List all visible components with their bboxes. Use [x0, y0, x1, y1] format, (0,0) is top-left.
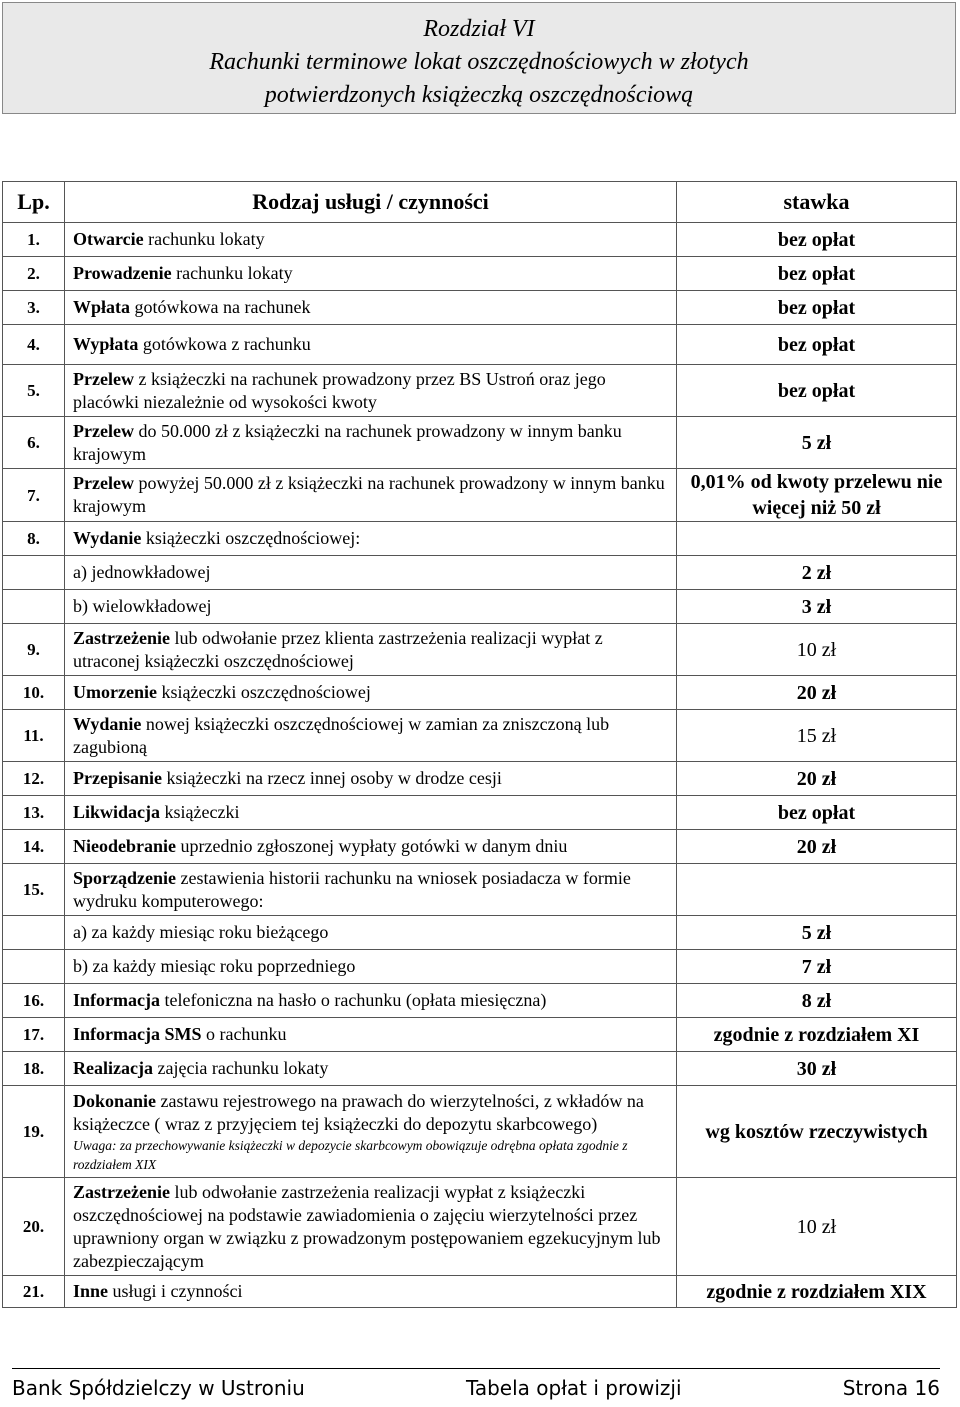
fee-rate: 20 zł	[677, 676, 957, 710]
service-text: lub odwołanie zastrzeżenia realizacji wypłat z książeczki oszczędnościowej na podstawie zawiadomienia o zajęciu wierzytelności przez uprawniony organ w związku z prowadzonym postępowaniem egzekucyjnym lub zabezpieczającym	[73, 1181, 661, 1271]
service-keyword: Sporządzenie	[73, 867, 176, 888]
service-text: książeczki na rzecz innej osoby w drodze cesji	[161, 768, 502, 788]
table-row	[3, 864, 957, 916]
row-number: 6.	[3, 417, 65, 469]
fee-rate: 30 zł	[677, 1052, 957, 1086]
row-number: 2.	[3, 257, 65, 291]
service-description	[65, 365, 677, 417]
service-text: lub odwołanie przez klienta zastrzeżenia realizacji wypłat z utraconej książeczki oszczędnościowej	[73, 627, 603, 671]
page-footer	[12, 1376, 940, 1400]
footer-page-number: Strona 16	[842, 1376, 940, 1400]
table-row	[3, 590, 957, 624]
fee-rate: 7 zł	[677, 950, 957, 984]
fee-rate: 20 zł	[677, 762, 957, 796]
table-row	[3, 1276, 957, 1308]
table-row	[3, 417, 957, 469]
service-text: rachunku lokaty	[171, 263, 293, 283]
fee-rate: 10 zł	[677, 624, 957, 676]
service-description	[65, 762, 677, 796]
service-text: zestawienia historii rachunku na wniosek posiadacza w formie wydruku komputerowego:	[73, 867, 631, 911]
fee-table-container	[2, 181, 956, 1308]
row-number: 7.	[3, 469, 65, 522]
table-row	[3, 522, 957, 556]
row-number: 10.	[3, 676, 65, 710]
fee-rate: bez opłat	[677, 796, 957, 830]
service-description	[65, 1052, 677, 1086]
fee-rate: 8 zł	[677, 984, 957, 1018]
service-description	[65, 1018, 677, 1052]
row-number: 15.	[3, 864, 65, 916]
service-keyword: Zastrzeżenie	[73, 627, 170, 648]
fee-rate: 5 zł	[677, 916, 957, 950]
chapter-title-line-2: potwierdzonych książeczką oszczędnościową	[264, 82, 694, 108]
fee-rate: zgodnie z rozdziałem XI	[677, 1018, 957, 1052]
row-number	[3, 556, 65, 590]
table-row	[3, 1018, 957, 1052]
service-keyword: Informacja	[73, 990, 160, 1010]
header-service: Rodzaj usługi / czynności	[65, 182, 677, 223]
fee-rate: bez opłat	[677, 223, 957, 257]
table-row	[3, 796, 957, 830]
fee-rate	[677, 864, 957, 916]
table-row	[3, 916, 957, 950]
service-description	[65, 676, 677, 710]
service-keyword: Wydanie	[73, 528, 142, 548]
service-keyword: Przelew	[73, 368, 134, 389]
row-number	[3, 590, 65, 624]
service-keyword: Likwidacja	[73, 802, 161, 822]
row-number: 21.	[3, 1276, 65, 1308]
row-number: 16.	[3, 984, 65, 1018]
table-row	[3, 365, 957, 417]
service-keyword: Wpłata	[73, 297, 131, 317]
service-keyword: Przepisanie	[73, 768, 162, 788]
fee-rate	[677, 522, 957, 556]
footer-bank-name: Bank Spółdzielczy w Ustroniu	[12, 1376, 305, 1400]
fee-rate: bez opłat	[677, 257, 957, 291]
row-number: 20.	[3, 1178, 65, 1276]
service-keyword: Zastrzeżenie	[73, 1181, 170, 1202]
fee-rate: wg kosztów rzeczywistych	[677, 1086, 957, 1178]
service-text: zajęcia rachunku lokaty	[152, 1058, 329, 1078]
table-row	[3, 1178, 957, 1276]
service-text: gotówkowa na rachunek	[130, 297, 311, 317]
row-number: 12.	[3, 762, 65, 796]
service-text: telefoniczna na hasło o rachunku (opłata miesięczna)	[159, 990, 547, 1010]
row-number	[3, 916, 65, 950]
service-keyword: Nieodebranie	[73, 836, 176, 856]
service-keyword: Wypłata	[73, 334, 139, 354]
service-text: do 50.000 zł z książeczki na rachunek prowadzony w innym banku krajowym	[73, 420, 622, 464]
service-description	[65, 796, 677, 830]
fee-rate: bez opłat	[677, 365, 957, 417]
chapter-heading	[2, 2, 956, 114]
service-description	[65, 417, 677, 469]
service-keyword: Przelew	[73, 473, 134, 493]
row-number: 11.	[3, 710, 65, 762]
service-description	[65, 223, 677, 257]
table-row	[3, 830, 957, 864]
table-row	[3, 257, 957, 291]
fee-rate: 10 zł	[677, 1178, 957, 1276]
service-description	[65, 984, 677, 1018]
service-description	[65, 624, 677, 676]
fee-rate: 15 zł	[677, 710, 957, 762]
fee-rate: 20 zł	[677, 830, 957, 864]
table-row	[3, 624, 957, 676]
fee-table	[2, 181, 957, 1308]
table-row	[3, 950, 957, 984]
row-number: 13.	[3, 796, 65, 830]
service-description	[65, 1086, 677, 1178]
chapter-number: Rozdział VI	[423, 16, 535, 42]
service-keyword: Dokonanie	[73, 1090, 157, 1111]
service-description	[65, 469, 677, 522]
service-description	[65, 1276, 677, 1308]
service-text: gotówkowa z rachunku	[138, 334, 311, 354]
table-row	[3, 1086, 957, 1178]
service-description	[65, 522, 677, 556]
table-row	[3, 325, 957, 365]
service-text: b) wielowkładowej	[73, 596, 212, 616]
service-keyword: Prowadzenie	[73, 263, 172, 283]
service-text: powyżej 50.000 zł z książeczki na rachunek prowadzony w innym banku krajowym	[73, 473, 665, 516]
service-text: usługi i czynności	[108, 1281, 243, 1301]
table-row	[3, 1052, 957, 1086]
service-text: b) za każdy miesiąc roku poprzedniego	[73, 956, 356, 976]
service-text: z książeczki na rachunek prowadzony przez BS Ustroń oraz jego placówki niezależnie od wysokości kwoty	[73, 368, 606, 412]
row-number: 19.	[3, 1086, 65, 1178]
header-rate: stawka	[677, 182, 957, 223]
service-keyword: Inne	[73, 1281, 109, 1301]
service-keyword: Informacja SMS	[73, 1024, 202, 1044]
service-description	[65, 710, 677, 762]
service-description	[65, 257, 677, 291]
table-row	[3, 223, 957, 257]
table-row	[3, 556, 957, 590]
table-header-row	[3, 182, 957, 223]
row-number: 14.	[3, 830, 65, 864]
service-keyword: Przelew	[73, 420, 134, 441]
table-row	[3, 984, 957, 1018]
service-text: książeczki oszczędnościowej:	[141, 528, 361, 548]
service-text: a) jednowkładowej	[73, 562, 211, 582]
footer-divider	[12, 1368, 940, 1369]
table-body	[3, 223, 957, 1308]
service-description	[65, 325, 677, 365]
row-number: 8.	[3, 522, 65, 556]
service-text: o rachunku	[201, 1024, 287, 1044]
row-number: 1.	[3, 223, 65, 257]
service-text: książeczki oszczędnościowej	[156, 682, 371, 702]
service-keyword: Realizacja	[73, 1058, 153, 1078]
row-number	[3, 950, 65, 984]
service-description	[65, 830, 677, 864]
service-text: zastawu rejestrowego na prawach do wierzytelności, z wkładów na książeczce ( wraz z przyjęciem tej książeczki do depozytu skarbcowego)	[73, 1090, 644, 1134]
row-number: 5.	[3, 365, 65, 417]
fee-rate: 0,01% od kwoty przelewu nie więcej niż 50 zł	[677, 469, 957, 522]
row-number: 17.	[3, 1018, 65, 1052]
service-description	[65, 556, 677, 590]
service-description	[65, 950, 677, 984]
service-description	[65, 1178, 677, 1276]
chapter-title-line-1: Rachunki terminowe lokat oszczędnościowych w złotych	[209, 49, 749, 75]
header-lp: Lp.	[3, 182, 65, 223]
fee-rate: 5 zł	[677, 417, 957, 469]
service-note: Uwaga: za przechowywanie książeczki w depozycie skarbcowym obowiązuje odrębna opłata zgodnie z rozdziałem XIX	[73, 1137, 628, 1172]
table-row	[3, 762, 957, 796]
row-number: 3.	[3, 291, 65, 325]
fee-rate: zgodnie z rozdziałem XIX	[677, 1276, 957, 1308]
service-keyword: Otwarcie	[73, 229, 144, 249]
service-keyword: Wydanie	[73, 713, 142, 734]
service-description	[65, 916, 677, 950]
fee-rate: bez opłat	[677, 291, 957, 325]
service-description	[65, 590, 677, 624]
fee-rate: 2 zł	[677, 556, 957, 590]
fee-rate: 3 zł	[677, 590, 957, 624]
service-description	[65, 291, 677, 325]
row-number: 4.	[3, 325, 65, 365]
service-text: uprzednio zgłoszonej wypłaty gotówki w danym dniu	[176, 836, 568, 856]
table-row	[3, 469, 957, 522]
service-text: rachunku lokaty	[143, 229, 265, 249]
row-number: 9.	[3, 624, 65, 676]
footer-document-title: Tabela opłat i prowizji	[465, 1376, 682, 1400]
service-text: a) za każdy miesiąc roku bieżącego	[73, 922, 329, 942]
table-row	[3, 291, 957, 325]
service-description	[65, 864, 677, 916]
service-keyword: Umorzenie	[73, 682, 157, 702]
table-row	[3, 710, 957, 762]
table-row	[3, 676, 957, 710]
service-text: nowej książeczki oszczędnościowej w zamian za zniszczoną lub zagubioną	[73, 713, 610, 757]
row-number: 18.	[3, 1052, 65, 1086]
service-text: książeczki	[160, 802, 240, 822]
fee-rate: bez opłat	[677, 325, 957, 365]
